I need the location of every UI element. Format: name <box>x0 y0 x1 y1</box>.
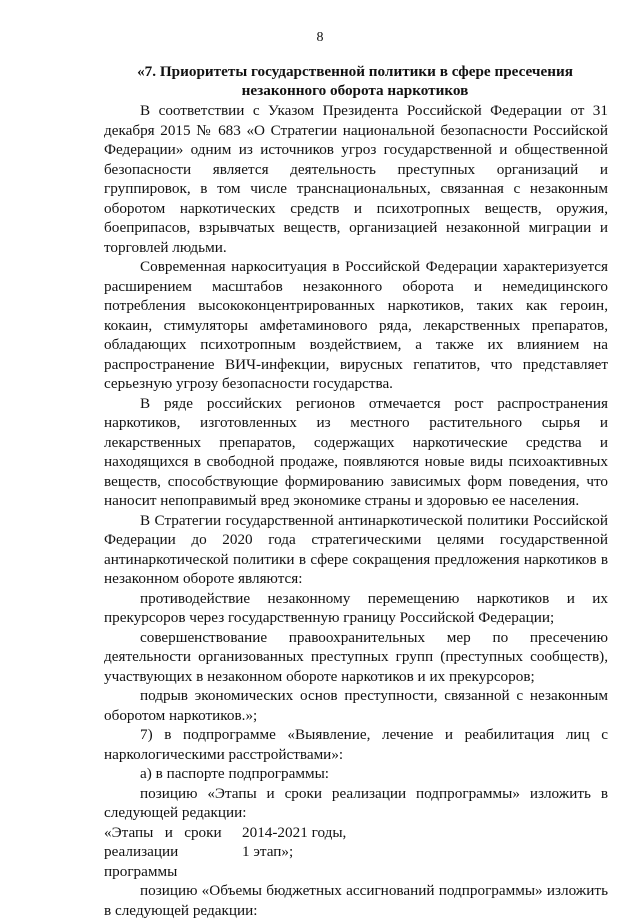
stages-label: реализации <box>104 843 179 860</box>
page-number: 8 <box>316 30 324 45</box>
paragraph: позицию «Объемы бюджетных ассигнований подпрограммы» изложить в следующей редакции: <box>104 882 608 919</box>
section-title-line-1: «7. Приоритеты государственной политики в сфере пресечения <box>137 63 573 80</box>
paragraph: 7) в подпрограмме «Выявление, лечение и реабилитация лиц с наркологическими расстройствами»: <box>104 726 608 763</box>
section-title <box>110 62 600 100</box>
paragraph: противодействие незаконному перемещению наркотиков и их прекурсоров через государственную границу Российской Федерации; <box>104 589 608 626</box>
document-body <box>104 101 608 920</box>
stages-label: программы <box>104 862 178 880</box>
stages-label: «Этапы и сроки <box>104 823 222 841</box>
stages-value: 1 этап»; <box>242 843 294 860</box>
stages-table <box>104 823 608 882</box>
paragraph: В ряде российских регионов отмечается рост распространения наркотиков, изготовленных из местного растительного сырья и лекарственных препаратов, содержащих наркотические средства и находящихся в свободной продаже, появляются новые виды психоактивных веществ, способствующие формированию зависимых форм поведения, что наносит непоправимый вред экономике страны и здоровью ее населения. <box>104 394 608 509</box>
stages-value: 2014-2021 годы, <box>242 823 347 841</box>
section-title-line-2: незаконного оборота наркотиков <box>241 82 469 99</box>
paragraph: совершенствование правоохранительных мер по пресечению деятельности организованных преступных групп (преступных сообществ), участвующих в незаконном обороте наркотиков и их прекурсоров; <box>104 628 608 685</box>
paragraph: В соответствии с Указом Президента Российской Федерации от 31 декабря 2015 № 683 «О Стратегии национальной безопасности Российской Федерации» одним из источников угроз государственной и общественной безопасности является деятельность преступных организаций и группировок, в том числе транснациональных, связанная с незаконным оборотом наркотических средств и психотропных веществ, оружия, боеприпасов, взрывчатых веществ, организацией незаконной миграции и торговлей людьми. <box>104 102 608 256</box>
paragraph: В Стратегии государственной антинаркотической политики Российской Федерации до 2020 года стратегическими целями государственной антинаркотической политики в сфере сокращения предложения наркотиков в незаконном обороте являются: <box>104 511 608 587</box>
paragraph: подрыв экономических основ преступности, связанной с незаконным оборотом наркотиков.»; <box>104 687 608 724</box>
paragraph: позицию «Этапы и сроки реализации подпрограммы» изложить в следующей редакции: <box>104 784 608 821</box>
paragraph: а) в паспорте подпрограммы: <box>140 765 329 782</box>
paragraph: Современная наркоситуация в Российской Федерации характеризуется расширением масштабов незаконного оборота и немедицинского потребления высококонцентрированных наркотиков, таких как героин, кокаин, стимуляторы амфетаминового ряда, лекарственных препаратов, обладающих психотропным воздействием, а также их влиянием на распространение ВИЧ-инфекции, вирусных гепатитов, что представляет серьезную угрозу безопасности государства. <box>104 258 608 392</box>
